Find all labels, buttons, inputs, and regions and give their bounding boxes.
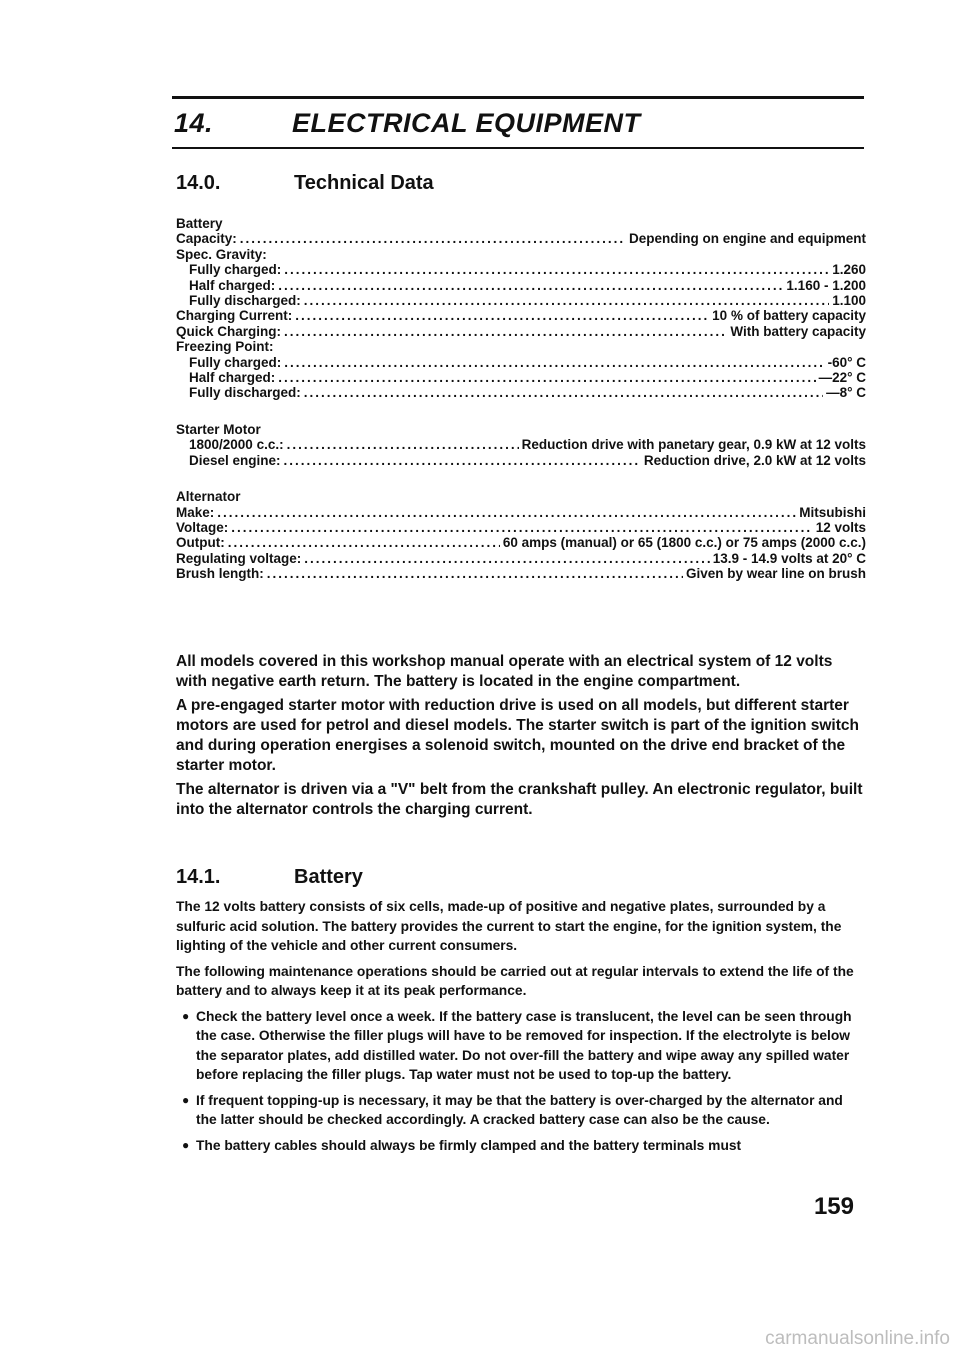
spec-label: Make: [176, 504, 215, 520]
spec-label: Fully discharged: [189, 385, 301, 401]
spec-label: Fully charged: [189, 262, 282, 278]
spec-value: -60° C [827, 354, 866, 370]
spec-row [176, 308, 866, 323]
paragraph: The 12 volts battery consists of six cells, made-up of positive and negative plates, surrounded by a sulfuric acid solution. The battery provides the current to start the engine, for the ignition system, the lighting of the vehicle and other current consumers. [176, 899, 842, 953]
spec-value: 1.100 [832, 293, 866, 309]
paragraph: The following maintenance operations should be carried out at regular intervals to extend the life of the battery and to always keep it at its peak performance. [176, 963, 854, 998]
spec-row [176, 231, 866, 246]
section-title: Technical Data [294, 172, 434, 194]
list-item-text: The battery cables should always be firmly clamped and the battery terminals must [196, 1137, 742, 1153]
spec-value: —22° C [818, 370, 866, 386]
spec-row [176, 566, 866, 581]
technical-data-block [176, 216, 866, 582]
spec-label: Spec. Gravity: [176, 246, 267, 262]
spec-value: 13.9 - 14.9 volts at 20° C [712, 550, 866, 566]
paragraph: All models covered in this workshop manual operate with an electrical system of 12 volts with negative earth return. The battery is located in the engine compartment. [176, 653, 833, 690]
spec-value: 1.160 - 1.200 [786, 277, 866, 293]
spec-group-title: Alternator [176, 489, 241, 505]
chapter-header [174, 100, 864, 146]
spec-value: Given by wear line on brush [685, 566, 866, 582]
spec-row [176, 324, 866, 339]
spec-label: Charging Current: [176, 308, 293, 324]
spec-label: Diesel engine: [189, 452, 281, 468]
paragraph: A pre-engaged starter motor with reduction drive is used on all models, but different starter motors are used for petrol and diesel models. The starter switch is part of the ignition switch and during operation energises a solenoid switch, mounted on the drive end bracket of the starter motor. [176, 697, 859, 774]
spec-label: Quick Charging: [176, 323, 282, 339]
header-rule-top [172, 96, 864, 99]
spec-row [176, 293, 866, 308]
spec-group-title: Battery [176, 216, 223, 231]
spec-row [176, 278, 866, 293]
section-number: 14.1. [176, 866, 221, 888]
section-heading-technical-data [176, 172, 434, 195]
spec-value: —8° C [826, 385, 866, 401]
battery-text [176, 897, 866, 1161]
spec-row [176, 262, 866, 277]
spec-label: 1800/2000 c.c.: [189, 437, 284, 453]
spec-value: Mitsubishi [799, 504, 866, 520]
spec-label: Voltage: [176, 519, 229, 535]
bullet-icon: ● [182, 1092, 190, 1107]
spec-label: Half charged: [189, 277, 276, 293]
spec-row [176, 453, 866, 468]
section-title: Battery [294, 866, 363, 888]
list-item [176, 1091, 866, 1130]
list-item [176, 1136, 866, 1156]
spec-row [176, 535, 866, 550]
watermark[interactable]: carmanualsonline.info [765, 1328, 950, 1349]
list-item [176, 1007, 866, 1085]
chapter-title: ELECTRICAL EQUIPMENT [292, 107, 641, 138]
list-item-text: Check the battery level once a week. If the battery case is translucent, the level can be seen through the case. Otherwise the filler plugs will have to be removed for inspection. If the electrolyte is below the separator plates, add distilled water. Do not over-fill the battery and wipe away any spilled water before replacing the filler plugs. Tap water must not be used to top-up the battery. [196, 1008, 852, 1082]
spec-row [176, 437, 866, 452]
spec-value: 60 amps (manual) or 65 (1800 c.c.) or 75 amps (2000 c.c.) [502, 535, 866, 551]
bullet-icon: ● [182, 1008, 190, 1023]
spec-label: Output: [176, 535, 225, 551]
spec-label: Capacity: [176, 231, 237, 247]
header-rule-bottom [172, 147, 864, 149]
spec-row [176, 247, 866, 262]
spec-label: Freezing Point: [176, 339, 274, 355]
spec-group-title: Starter Motor [176, 421, 261, 437]
spec-label: Regulating voltage: [176, 550, 302, 566]
bullet-icon: ● [182, 1137, 190, 1152]
spec-label: Brush length: [176, 566, 264, 582]
list-item-text: If frequent topping-up is necessary, it may be that the battery is over-charged by the alternator and the latter should be checked accordingly. A cracked battery case can also be the cause. [196, 1092, 843, 1127]
spec-value: 12 volts [815, 519, 866, 535]
spec-value: 1.260 [832, 262, 866, 278]
spec-label: Half charged: [189, 370, 276, 386]
spec-value: Depending on engine and equipment [628, 231, 866, 247]
spec-row [176, 370, 866, 385]
intro-text [176, 652, 866, 824]
spec-value: With battery capacity [730, 323, 866, 339]
chapter-number: 14. [174, 107, 214, 138]
spec-row [176, 355, 866, 370]
spec-row [176, 505, 866, 520]
spec-label: Fully charged: [189, 354, 282, 370]
section-heading-battery [176, 866, 363, 889]
section-number: 14.0. [176, 172, 221, 194]
spec-row [176, 551, 866, 566]
page-number: 159 [813, 1193, 854, 1220]
paragraph: The alternator is driven via a "V" belt from the crankshaft pulley. An electronic regulator, built into the alternator controls the charging current. [176, 781, 863, 818]
spec-row [176, 385, 866, 400]
spec-label: Fully discharged: [189, 293, 301, 309]
spec-row [176, 520, 866, 535]
spec-value: 10 % of battery capacity [712, 308, 866, 324]
spec-row [176, 339, 866, 354]
spec-value: Reduction drive with panetary gear, 0.9 kW at 12 volts [521, 437, 866, 453]
spec-value: Reduction drive, 2.0 kW at 12 volts [643, 452, 866, 468]
